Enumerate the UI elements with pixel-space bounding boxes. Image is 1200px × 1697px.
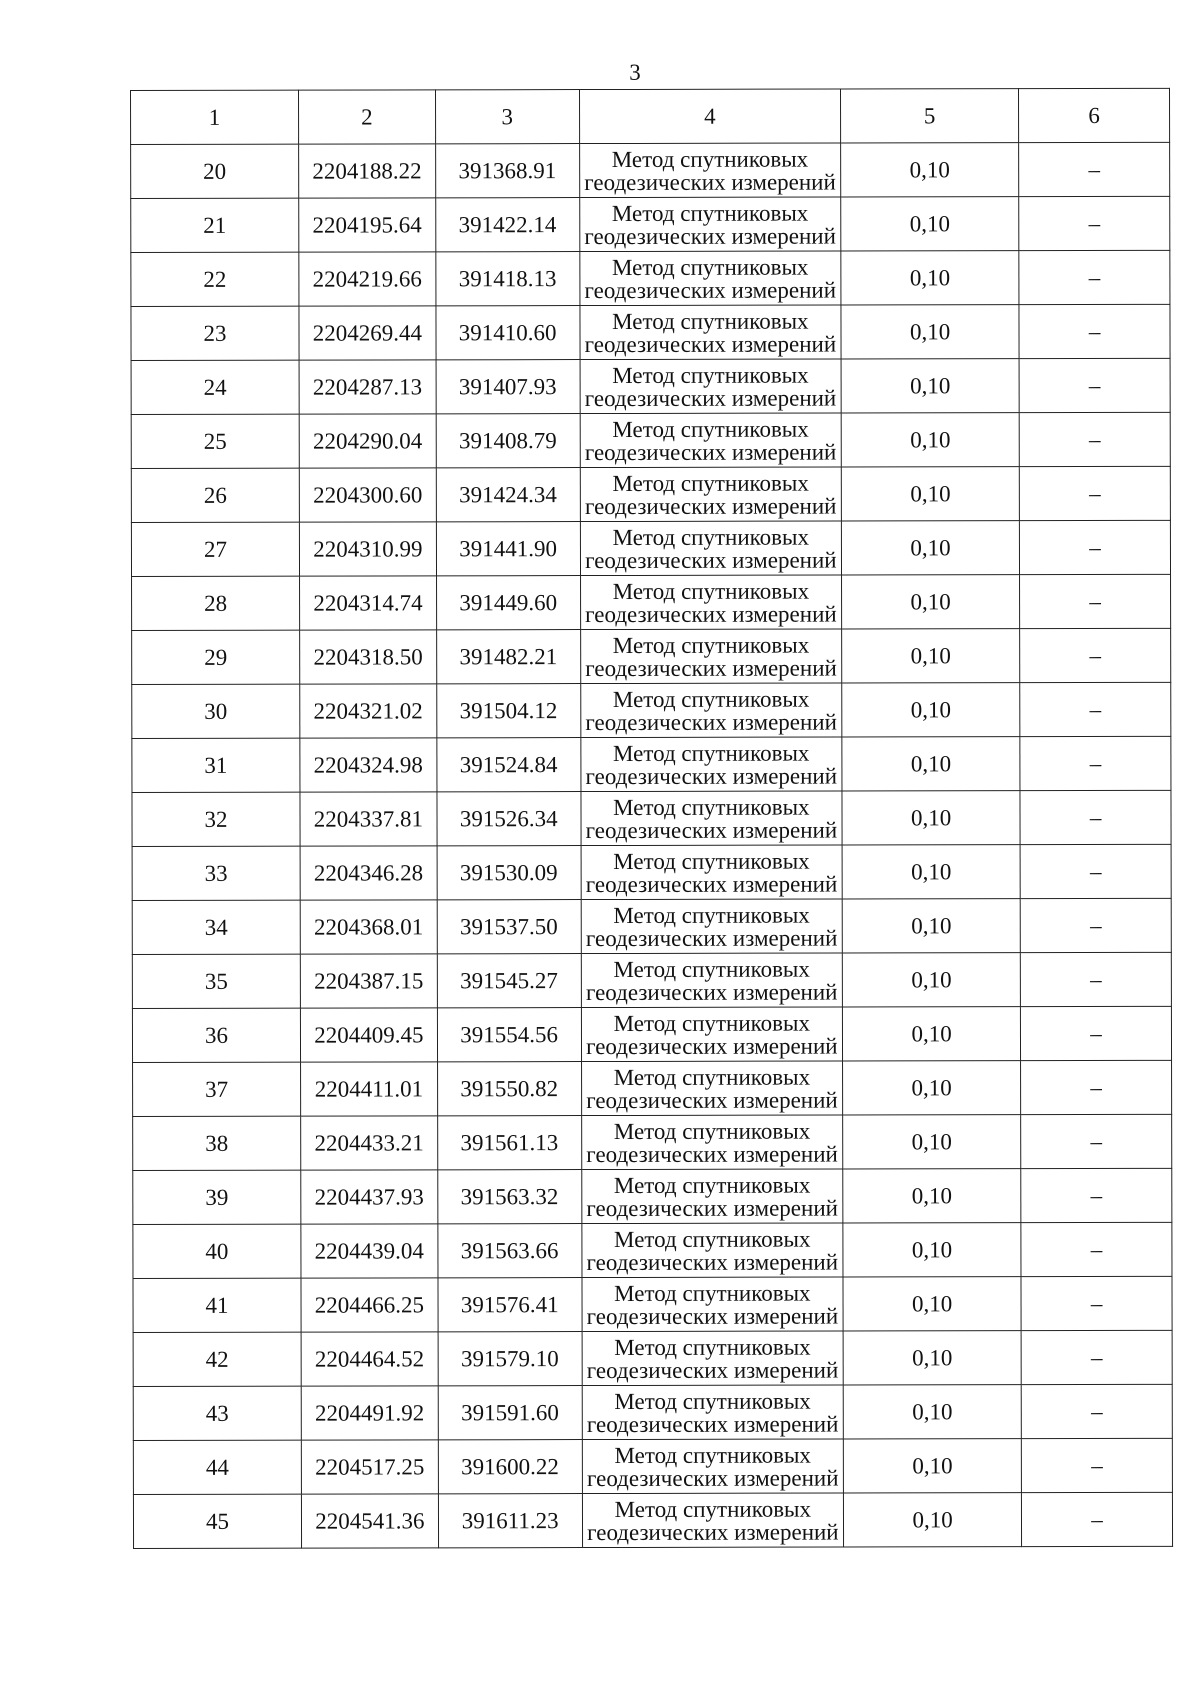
table-row [131, 304, 1170, 360]
x-coordinate-cell: 2204433.21 [301, 1116, 438, 1170]
method-line-2: геодезических измерений [586, 1033, 838, 1059]
table-row [131, 358, 1170, 414]
method-line-1: Метод спутниковых [612, 308, 809, 334]
method-line-2: геодезических измерений [584, 223, 836, 249]
accuracy-cell: 0,10 [842, 953, 1020, 1007]
method-line-1: Метод спутниковых [614, 1496, 812, 1522]
method-cell [579, 143, 841, 198]
point-number-cell: 21 [131, 198, 299, 252]
method-cell [580, 467, 842, 522]
point-number-cell: 24 [131, 360, 299, 414]
note-cell: – [1019, 142, 1170, 196]
x-coordinate-cell: 2204437.93 [301, 1170, 438, 1224]
method-line-2: геодезических измерений [585, 817, 838, 843]
method-line-1: Метод спутниковых [612, 686, 810, 712]
accuracy-cell: 0,10 [843, 1277, 1021, 1331]
point-number-cell: 36 [132, 1008, 300, 1062]
point-number-cell: 27 [131, 522, 299, 576]
point-number-cell: 43 [133, 1386, 301, 1440]
x-coordinate-cell: 2204439.04 [301, 1224, 438, 1278]
method-line-2: геодезических измерений [586, 1141, 838, 1167]
table-row [132, 898, 1171, 954]
accuracy-cell: 0,10 [843, 1061, 1021, 1115]
x-coordinate-cell: 2204318.50 [300, 630, 437, 684]
method-cell [582, 1331, 844, 1386]
y-coordinate-cell: 391449.60 [436, 576, 580, 630]
note-cell: – [1021, 1168, 1172, 1222]
point-number-cell: 41 [133, 1278, 301, 1332]
method-line-1: Метод спутниковых [613, 848, 810, 874]
method-cell [580, 359, 842, 414]
method-cell [582, 1277, 844, 1332]
method-line-1: Метод спутниковых [614, 1226, 811, 1252]
point-number-cell: 30 [132, 684, 300, 738]
note-cell: – [1020, 898, 1171, 952]
method-line-1: Метод спутниковых [613, 1010, 811, 1036]
method-cell [580, 521, 842, 576]
column-header-3: 3 [435, 90, 579, 144]
method-line-1: Метод спутниковых [612, 632, 810, 658]
note-cell: – [1020, 844, 1171, 898]
note-cell: – [1020, 952, 1171, 1006]
accuracy-cell: 0,10 [843, 1331, 1021, 1385]
point-number-cell: 28 [132, 576, 300, 630]
method-line-2: геодезических измерений [585, 601, 837, 627]
point-number-cell: 45 [133, 1494, 301, 1548]
y-coordinate-cell: 391482.21 [436, 630, 580, 684]
point-number-cell: 22 [131, 252, 299, 306]
accuracy-cell: 0,10 [843, 1115, 1021, 1169]
point-number-cell: 35 [132, 954, 300, 1008]
y-coordinate-cell: 391563.66 [438, 1224, 582, 1278]
method-cell [579, 197, 841, 252]
point-number-cell: 38 [133, 1116, 301, 1170]
method-line-2: геодезических измерений [584, 493, 837, 519]
x-coordinate-cell: 2204491.92 [301, 1386, 438, 1440]
x-coordinate-cell: 2204300.60 [299, 468, 436, 522]
column-header-6: 6 [1019, 88, 1170, 142]
note-cell: – [1020, 736, 1171, 790]
method-line-2: геодезических измерений [585, 979, 838, 1005]
note-cell: – [1020, 790, 1171, 844]
y-coordinate-cell: 391408.79 [436, 414, 580, 468]
y-coordinate-cell: 391410.60 [436, 306, 580, 360]
method-cell [580, 683, 842, 738]
method-cell [580, 413, 842, 468]
method-cell [581, 791, 843, 846]
accuracy-cell: 0,10 [841, 467, 1019, 521]
table-body [131, 142, 1173, 1548]
note-cell: – [1019, 304, 1170, 358]
y-coordinate-cell: 391545.27 [437, 954, 581, 1008]
table-row [132, 628, 1171, 684]
table-row [131, 250, 1170, 306]
x-coordinate-cell: 2204188.22 [299, 144, 436, 198]
y-coordinate-cell: 391576.41 [438, 1278, 582, 1332]
method-line-1: Метод спутниковых [611, 254, 809, 280]
x-coordinate-cell: 2204466.25 [301, 1278, 438, 1332]
method-line-1: Метод спутниковых [612, 740, 810, 766]
y-coordinate-cell: 391526.34 [437, 792, 581, 846]
method-line-2: геодезических измерений [586, 1195, 838, 1221]
column-header-1: 1 [131, 90, 299, 144]
table-header [131, 88, 1170, 144]
table-row [131, 520, 1170, 576]
note-cell: – [1022, 1492, 1173, 1546]
table-row [131, 466, 1170, 522]
accuracy-cell: 0,10 [842, 683, 1020, 737]
point-number-cell: 29 [132, 630, 300, 684]
method-cell [580, 575, 842, 630]
note-cell: – [1021, 1276, 1172, 1330]
point-number-cell: 42 [133, 1332, 301, 1386]
method-cell [580, 737, 842, 792]
accuracy-cell: 0,10 [842, 845, 1020, 899]
method-line-2: геодезических измерений [585, 655, 837, 681]
y-coordinate-cell: 391554.56 [437, 1008, 581, 1062]
method-line-1: Метод спутниковых [612, 362, 809, 388]
x-coordinate-cell: 2204324.98 [300, 738, 437, 792]
x-coordinate-cell: 2204269.44 [299, 306, 436, 360]
method-line-1: Метод спутниковых [612, 524, 809, 550]
table-row [133, 1330, 1172, 1386]
method-line-2: геодезических измерений [587, 1519, 839, 1545]
accuracy-cell: 0,10 [841, 359, 1019, 413]
coordinates-table [130, 88, 1173, 1549]
table-row [132, 844, 1171, 900]
note-cell: – [1019, 412, 1170, 466]
y-coordinate-cell: 391563.32 [438, 1170, 582, 1224]
accuracy-cell: 0,10 [841, 413, 1019, 467]
accuracy-cell: 0,10 [842, 575, 1020, 629]
table-row [132, 952, 1171, 1008]
table-row [133, 1222, 1172, 1278]
accuracy-cell: 0,10 [842, 737, 1020, 791]
method-line-1: Метод спутниковых [613, 794, 810, 820]
x-coordinate-cell: 2204409.45 [300, 1008, 437, 1062]
table-row [133, 1114, 1172, 1170]
accuracy-cell: 0,10 [843, 1385, 1021, 1439]
method-line-2: геодезических измерений [586, 1357, 839, 1383]
method-line-1: Метод спутниковых [614, 1442, 811, 1468]
column-header-2: 2 [298, 90, 435, 144]
note-cell: – [1021, 1006, 1172, 1060]
point-number-cell: 34 [132, 900, 300, 954]
method-cell [579, 251, 841, 306]
note-cell: – [1019, 196, 1170, 250]
note-cell: – [1020, 628, 1171, 682]
accuracy-cell: 0,10 [842, 629, 1020, 683]
y-coordinate-cell: 391591.60 [438, 1386, 582, 1440]
table-row [131, 196, 1170, 252]
method-line-1: Метод спутниковых [614, 1280, 811, 1306]
point-number-cell: 26 [131, 468, 299, 522]
y-coordinate-cell: 391368.91 [435, 144, 579, 198]
method-cell [581, 1061, 843, 1116]
header-row [131, 88, 1170, 144]
table-row [131, 142, 1170, 198]
accuracy-cell: 0,10 [841, 251, 1019, 305]
accuracy-cell: 0,10 [843, 1223, 1021, 1277]
point-number-cell: 44 [133, 1440, 301, 1494]
x-coordinate-cell: 2204287.13 [299, 360, 436, 414]
method-line-2: геодезических измерений [586, 1465, 839, 1491]
note-cell: – [1021, 1222, 1172, 1276]
method-line-2: геодезических измерений [586, 1411, 839, 1437]
method-line-1: Метод спутниковых [611, 146, 809, 172]
point-number-cell: 33 [132, 846, 300, 900]
note-cell: – [1021, 1438, 1172, 1492]
method-cell [582, 1493, 844, 1548]
point-number-cell: 37 [133, 1062, 301, 1116]
y-coordinate-cell: 391424.34 [436, 468, 580, 522]
table-row [133, 1438, 1172, 1494]
x-coordinate-cell: 2204517.25 [301, 1440, 438, 1494]
method-line-1: Метод спутниковых [612, 470, 809, 496]
y-coordinate-cell: 391441.90 [436, 522, 580, 576]
table-row [132, 790, 1171, 846]
method-cell [581, 1169, 843, 1224]
x-coordinate-cell: 2204314.74 [299, 576, 436, 630]
method-line-1: Метод спутниковых [613, 1064, 811, 1090]
note-cell: – [1021, 1330, 1172, 1384]
accuracy-cell: 0,10 [843, 1007, 1021, 1061]
accuracy-cell: 0,10 [841, 197, 1019, 251]
y-coordinate-cell: 391407.93 [436, 360, 580, 414]
page-number: 3 [629, 60, 641, 85]
table-row [131, 412, 1170, 468]
note-cell: – [1021, 1114, 1172, 1168]
note-cell: – [1020, 574, 1171, 628]
method-line-1: Метод спутниковых [613, 902, 810, 928]
method-line-1: Метод спутниковых [614, 1388, 811, 1414]
accuracy-cell: 0,10 [841, 305, 1019, 359]
method-line-1: Метод спутниковых [613, 1172, 811, 1198]
y-coordinate-cell: 391579.10 [438, 1332, 582, 1386]
table-row [133, 1276, 1172, 1332]
point-number-cell: 40 [133, 1224, 301, 1278]
method-cell [580, 305, 842, 360]
method-line-1: Метод спутниковых [612, 578, 810, 604]
point-number-cell: 25 [131, 414, 299, 468]
method-line-2: геодезических измерений [584, 385, 837, 411]
accuracy-cell: 0,10 [843, 1439, 1021, 1493]
x-coordinate-cell: 2204411.01 [301, 1062, 438, 1116]
accuracy-cell: 0,10 [841, 521, 1019, 575]
method-line-2: геодезических измерений [584, 169, 836, 195]
method-cell [581, 1223, 843, 1278]
method-cell [581, 845, 843, 900]
note-cell: – [1021, 1060, 1172, 1114]
method-line-2: геодезических измерений [585, 547, 837, 573]
point-number-cell: 31 [132, 738, 300, 792]
note-cell: – [1021, 1384, 1172, 1438]
method-cell [581, 953, 843, 1008]
method-line-2: геодезических измерений [586, 1249, 839, 1275]
y-coordinate-cell: 391422.14 [435, 198, 579, 252]
method-line-1: Метод спутниковых [614, 1334, 811, 1360]
x-coordinate-cell: 2204195.64 [299, 198, 436, 252]
note-cell: – [1019, 358, 1170, 412]
method-line-1: Метод спутниковых [611, 200, 809, 226]
method-line-1: Метод спутниковых [613, 956, 810, 982]
accuracy-cell: 0,10 [843, 1169, 1021, 1223]
method-cell [581, 1007, 843, 1062]
method-line-2: геодезических измерений [584, 331, 837, 357]
x-coordinate-cell: 2204337.81 [300, 792, 437, 846]
method-line-2: геодезических измерений [585, 925, 838, 951]
x-coordinate-cell: 2204464.52 [301, 1332, 438, 1386]
x-coordinate-cell: 2204219.66 [299, 252, 436, 306]
note-cell: – [1019, 520, 1170, 574]
method-line-2: геодезических измерений [585, 871, 838, 897]
x-coordinate-cell: 2204387.15 [300, 954, 437, 1008]
accuracy-cell: 0,10 [842, 899, 1020, 953]
table-row [133, 1492, 1172, 1548]
method-line-1: Метод спутниковых [612, 416, 809, 442]
y-coordinate-cell: 391537.50 [437, 900, 581, 954]
method-line-2: геодезических измерений [585, 709, 837, 735]
method-line-2: геодезических измерений [586, 1303, 839, 1329]
y-coordinate-cell: 391600.22 [438, 1440, 582, 1494]
method-cell [582, 1385, 844, 1440]
y-coordinate-cell: 391550.82 [437, 1062, 581, 1116]
table-row [133, 1384, 1172, 1440]
table-row [133, 1168, 1172, 1224]
y-coordinate-cell: 391530.09 [437, 846, 581, 900]
table-row [133, 1060, 1172, 1116]
point-number-cell: 23 [131, 306, 299, 360]
method-cell [581, 899, 843, 954]
y-coordinate-cell: 391611.23 [438, 1494, 582, 1548]
note-cell: – [1019, 250, 1170, 304]
accuracy-cell: 0,10 [844, 1493, 1022, 1547]
table-row [132, 682, 1171, 738]
method-line-2: геодезических измерений [586, 1087, 838, 1113]
x-coordinate-cell: 2204310.99 [299, 522, 436, 576]
method-cell [580, 629, 842, 684]
x-coordinate-cell: 2204368.01 [300, 900, 437, 954]
column-header-4: 4 [579, 89, 841, 144]
accuracy-cell: 0,10 [841, 143, 1019, 197]
method-line-2: геодезических измерений [584, 277, 837, 303]
point-number-cell: 32 [132, 792, 300, 846]
x-coordinate-cell: 2204290.04 [299, 414, 436, 468]
note-cell: – [1020, 682, 1171, 736]
table-row [132, 1006, 1171, 1062]
point-number-cell: 20 [131, 144, 299, 198]
x-coordinate-cell: 2204541.36 [301, 1494, 438, 1548]
y-coordinate-cell: 391561.13 [437, 1116, 581, 1170]
method-line-1: Метод спутниковых [613, 1118, 811, 1144]
method-cell [581, 1115, 843, 1170]
method-line-2: геодезических измерений [585, 763, 838, 789]
x-coordinate-cell: 2204346.28 [300, 846, 437, 900]
point-number-cell: 39 [133, 1170, 301, 1224]
note-cell: – [1019, 466, 1170, 520]
y-coordinate-cell: 391418.13 [436, 252, 580, 306]
x-coordinate-cell: 2204321.02 [300, 684, 437, 738]
method-line-2: геодезических измерений [584, 439, 837, 465]
table-row [132, 574, 1171, 630]
accuracy-cell: 0,10 [842, 791, 1020, 845]
table-row [132, 736, 1171, 792]
column-header-5: 5 [841, 89, 1019, 143]
y-coordinate-cell: 391524.84 [437, 738, 581, 792]
method-cell [582, 1439, 844, 1494]
y-coordinate-cell: 391504.12 [436, 684, 580, 738]
